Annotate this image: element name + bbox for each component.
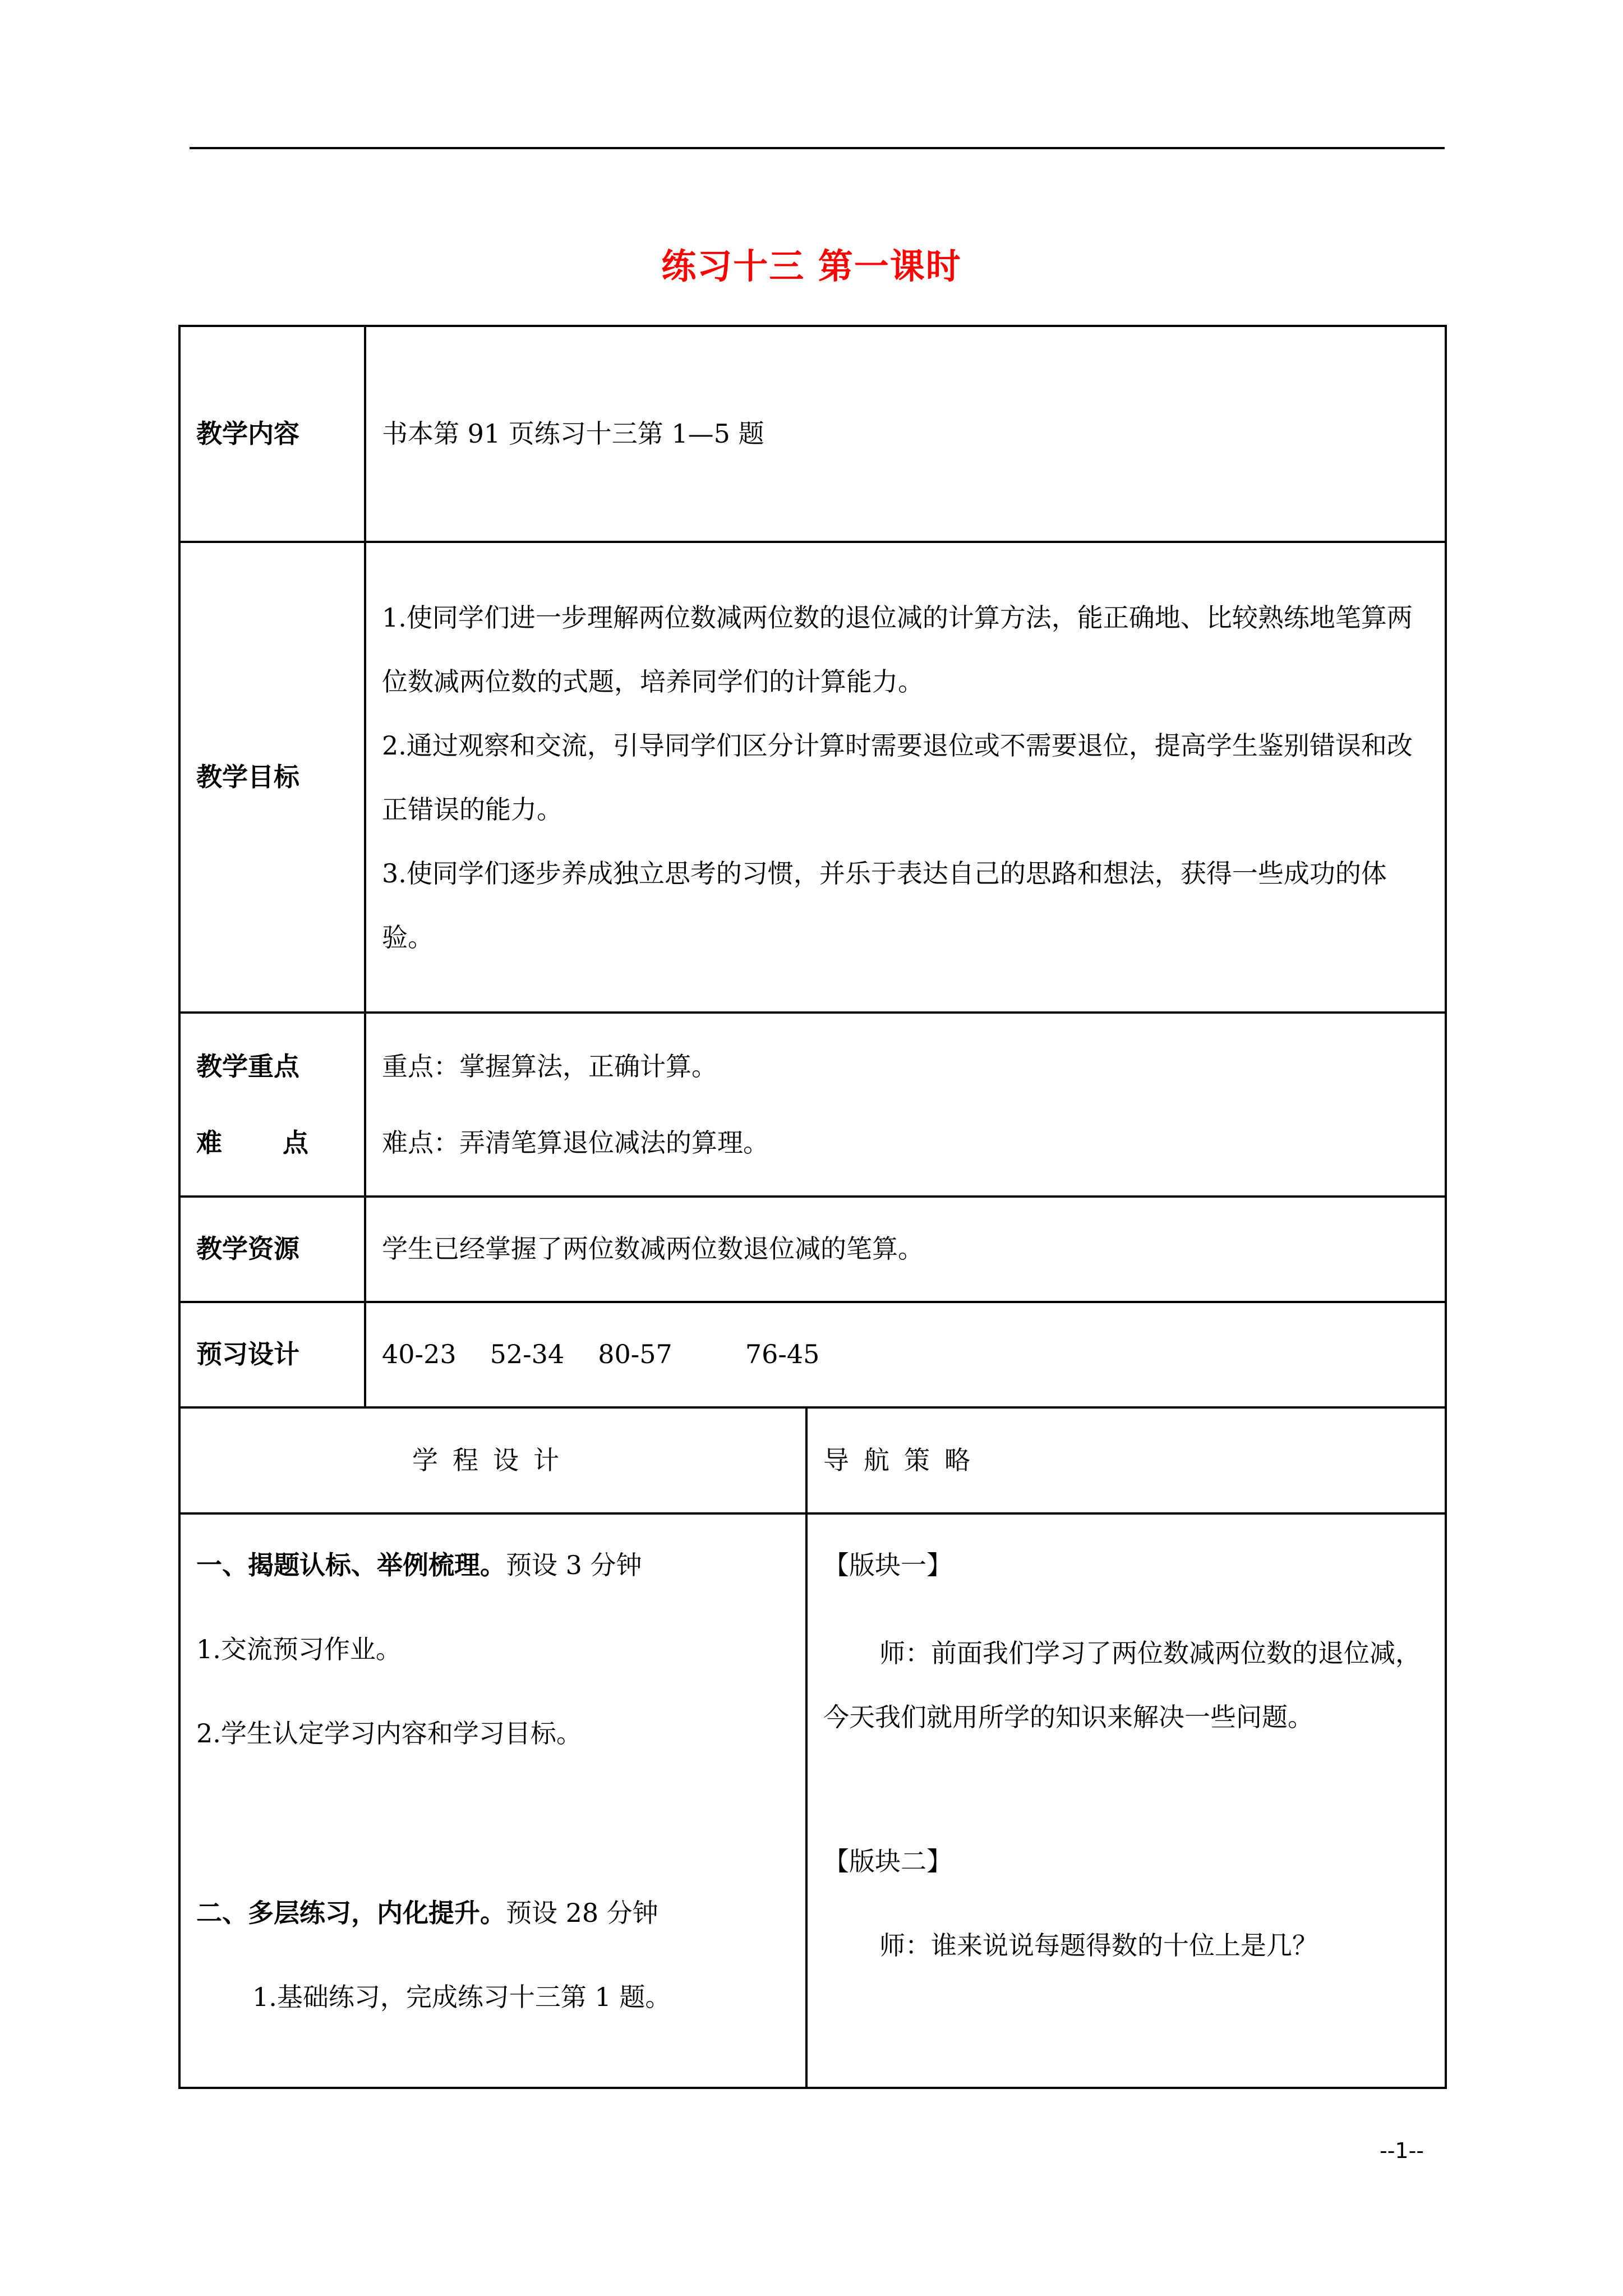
label-difficult-char: 难 [196, 1128, 222, 1158]
preview-exercise: 80-57 [598, 1339, 672, 1370]
block-2-title: 【版块二】 [823, 1846, 952, 1876]
row-section-headers [179, 1407, 1446, 1513]
section-2-title: 二、多层练习，内化提升。 [196, 1898, 506, 1928]
label-difficult-point [196, 1105, 308, 1181]
section-1-item: 1.交流预习作业。 [196, 1634, 402, 1664]
difficult-point-text: 难点：弄清笔算退位减法的算理。 [382, 1128, 769, 1158]
value-teaching-content: 书本第 91 页练习十三第 1—5 题 [365, 326, 1446, 542]
key-point-text: 重点：掌握算法，正确计算。 [382, 1051, 717, 1082]
row-teaching-goals [179, 542, 1446, 1013]
row-teaching-resources [179, 1197, 1446, 1302]
goals-list [365, 542, 1446, 1013]
block-1-title: 【版块一】 [823, 1550, 952, 1580]
header-rule [190, 147, 1445, 149]
label-teaching-resources: 教学资源 [179, 1197, 365, 1302]
label-teaching-goals: 教学目标 [179, 542, 365, 1013]
row-preview-design [179, 1302, 1446, 1407]
section-2-item: 1.基础练习，完成练习十三第 1 题。 [252, 1982, 671, 2012]
goal-item: 2.通过观察和交流，引导同学们区分计算时需要退位或不需要退位，提高学生鉴别错误和改正错误的能力。 [382, 730, 1413, 825]
row-design-strategy-body [179, 1513, 1446, 2088]
row-key-difficult-points [179, 1013, 1446, 1197]
value-key-difficult [365, 1013, 1446, 1197]
header-navigation-strategy: 导航策略 [806, 1407, 1446, 1513]
navigation-strategy-cell [806, 1513, 1446, 2088]
section-1-time: 预设 3 分钟 [506, 1550, 642, 1580]
page-number: --1-- [1380, 2138, 1424, 2163]
goal-item: 3.使同学们逐步养成独立思考的习惯，并乐于表达自己的思路和想法，获得一些成功的体验。 [382, 858, 1387, 953]
label-preview-design: 预习设计 [179, 1302, 365, 1407]
preview-exercises [365, 1302, 1446, 1407]
lesson-plan-table [178, 325, 1447, 2089]
label-teaching-content: 教学内容 [179, 326, 365, 542]
document-title: 练习十三 第一课时 [661, 246, 962, 287]
block-2-text: 师：谁来说说每题得数的十位上是几？ [879, 1930, 1318, 1961]
learning-design-cell [179, 1513, 806, 2088]
label-difficult-char: 点 [283, 1128, 308, 1158]
goal-item: 1.使同学们进一步理解两位数减两位数的退位减的计算方法，能正确地、比较熟练地笔算两位数减两位数的式题，培养同学们的计算能力。 [382, 602, 1413, 697]
row-teaching-content [179, 326, 1446, 542]
label-key-difficult [179, 1013, 365, 1197]
section-1-heading [196, 1537, 790, 1593]
label-key-point: 教学重点 [196, 1051, 299, 1082]
section-2-time: 预设 28 分钟 [506, 1898, 658, 1928]
section-2-heading [196, 1885, 790, 1941]
section-1-item: 2.学生认定学习内容和学习目标。 [196, 1718, 582, 1749]
preview-exercise: 40-23 [382, 1339, 457, 1370]
preview-exercise: 76-45 [745, 1339, 820, 1370]
header-learning-design: 学程设计 [179, 1407, 806, 1513]
section-1-title: 一、揭题认标、举例梳理。 [196, 1550, 506, 1580]
value-teaching-resources: 学生已经掌握了两位数减两位数退位减的笔算。 [365, 1197, 1446, 1302]
preview-exercise: 52-34 [490, 1339, 565, 1370]
block-1-text: 师：前面我们学习了两位数减两位数的退位减，今天我们就用所学的知识来解决一些问题。 [823, 1638, 1421, 1732]
